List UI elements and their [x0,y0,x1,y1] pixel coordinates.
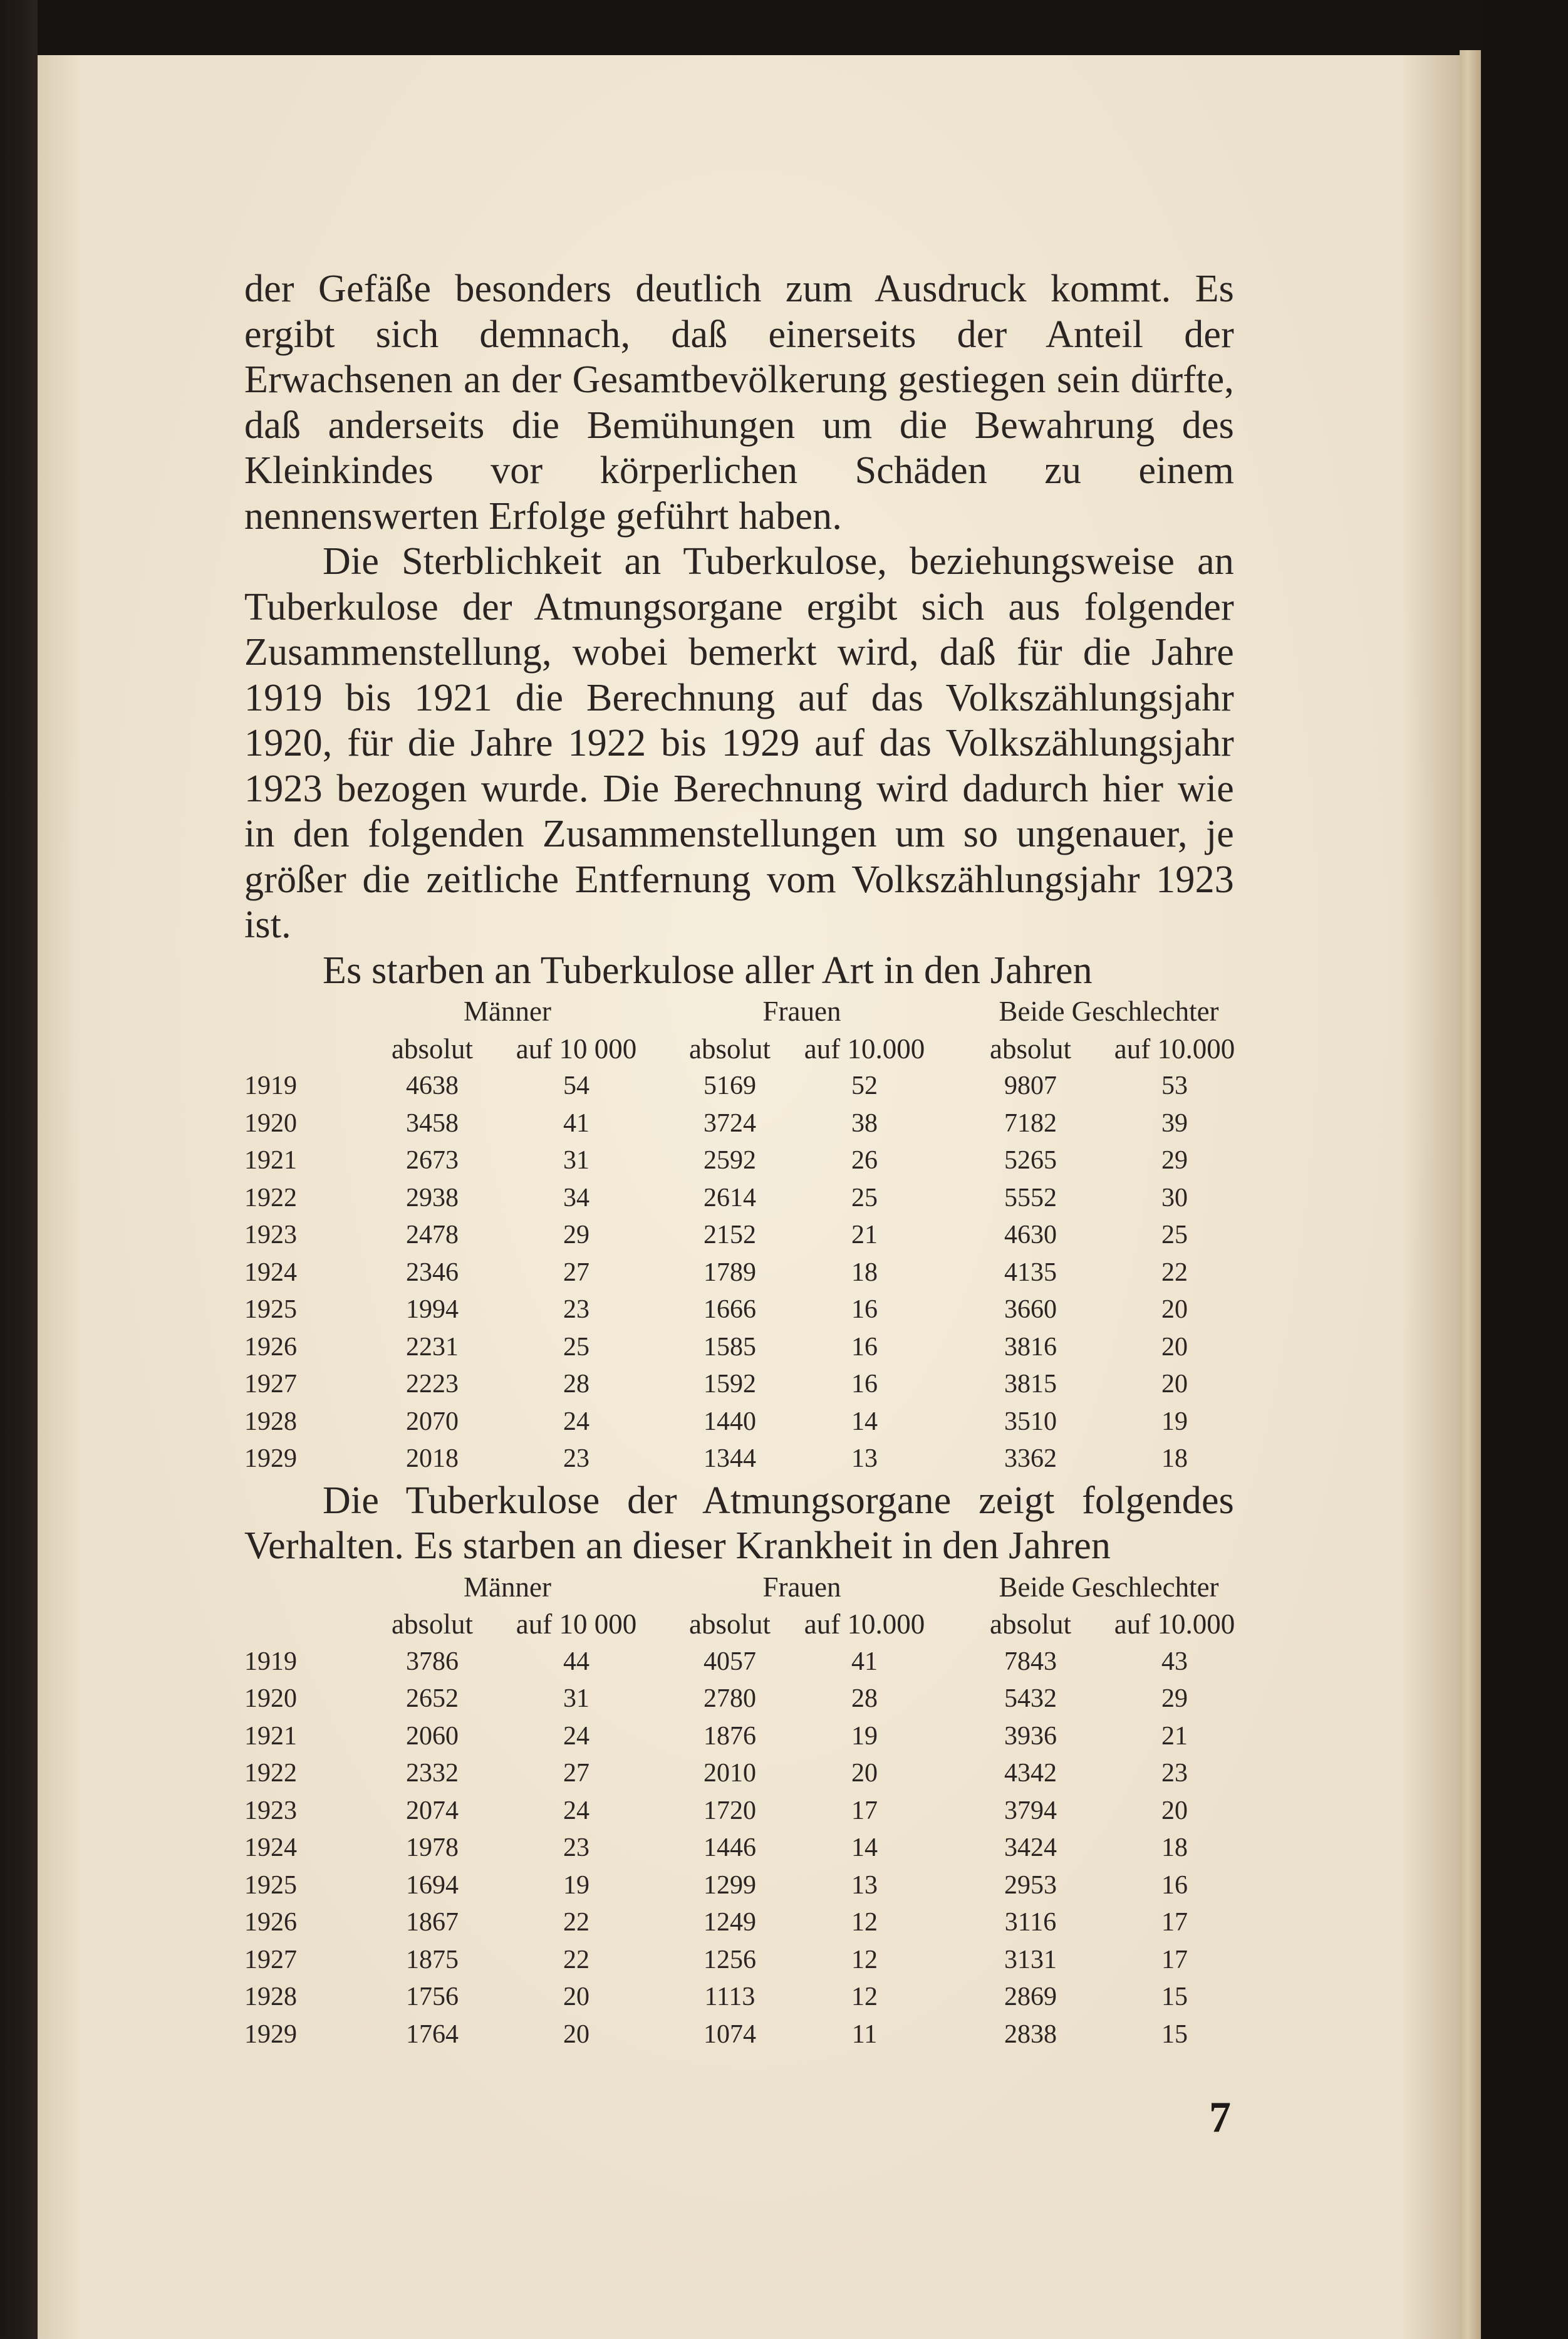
table-cell-m-abs: 1875 [406,1945,459,1974]
table-cell-f-abs: 1074 [704,2019,756,2049]
table-cell-f-abs: 1666 [704,1295,756,1324]
table-cell-f-rel: 16 [851,1295,878,1324]
page-content [244,266,1234,2053]
table-cell-m-abs: 2223 [406,1370,459,1399]
table-cell-year: 1928 [244,1982,297,2011]
table-cell-m-rel: 41 [563,1108,589,1138]
table-cell-f-abs: 3724 [704,1108,756,1138]
table-group-header [244,993,1234,1031]
table-row [244,2016,1234,2054]
sub-header: absolut [990,1033,1071,1065]
table-cell-f-rel: 38 [851,1108,878,1138]
table-cell-m-rel: 22 [563,1908,589,1937]
table-row [244,1867,1234,1905]
table-cell-f-rel: 16 [851,1370,878,1399]
sub-header: absolut [990,1608,1071,1640]
table-cell-f-rel: 12 [851,1982,878,2011]
table-cell-m-rel: 23 [563,1833,589,1862]
table-cell-b-rel: 17 [1161,1908,1188,1937]
table-cell-b-rel: 20 [1161,1332,1188,1362]
table-cell-b-rel: 29 [1161,1146,1188,1175]
table-cell-f-abs: 1592 [704,1370,756,1399]
table-cell-m-rel: 24 [563,1721,589,1751]
table-cell-m-rel: 23 [563,1444,589,1473]
table-cell-m-abs: 1994 [406,1295,459,1324]
table-cell-year: 1924 [244,1833,297,1862]
table-cell-f-rel: 26 [851,1146,878,1175]
table-cell-m-abs: 2332 [406,1759,459,1788]
table-cell-year: 1924 [244,1258,297,1287]
table-cell-f-abs: 2152 [704,1221,756,1249]
sub-header: auf 10.000 [1114,1608,1235,1640]
table-tuberculosis-respiratory [244,1569,1234,2054]
table-cell-year: 1921 [244,1146,297,1175]
table-cell-m-abs: 1867 [406,1908,459,1937]
table-cell-m-abs: 2060 [406,1721,459,1751]
table-cell-b-abs: 3936 [1004,1721,1057,1751]
table-cell-f-abs: 1876 [704,1721,756,1751]
table-cell-year: 1919 [244,1071,297,1100]
table-cell-b-abs: 3131 [1004,1945,1057,1974]
table-body [244,1068,1234,1478]
group-maenner: Männer [464,1571,551,1603]
table-cell-year: 1927 [244,1370,297,1399]
table-cell-m-rel: 31 [563,1684,589,1713]
table-cell-f-rel: 28 [851,1684,878,1713]
sub-header: auf 10.000 [804,1033,925,1065]
table-cell-year: 1929 [244,1444,297,1473]
table-cell-b-abs: 5552 [1004,1183,1057,1212]
table-cell-f-abs: 2780 [704,1684,756,1713]
table-cell-m-rel: 29 [563,1221,589,1249]
table-cell-b-abs: 2953 [1004,1870,1057,1900]
table-cell-year: 1928 [244,1407,297,1436]
table-cell-m-abs: 4638 [406,1071,459,1100]
table-cell-m-rel: 20 [563,1982,589,2011]
table-row [244,1217,1234,1254]
table-cell-b-rel: 17 [1161,1945,1188,1974]
table-cell-year: 1926 [244,1332,297,1362]
table-cell-f-abs: 1256 [704,1945,756,1974]
table-cell-m-rel: 27 [563,1759,589,1788]
table-row [244,1793,1234,1830]
table-cell-f-abs: 5169 [704,1071,756,1100]
table-cell-b-abs: 9807 [1004,1071,1057,1100]
table-cell-b-abs: 3816 [1004,1332,1057,1362]
table-cell-b-rel: 23 [1161,1759,1188,1788]
table-cell-m-rel: 28 [563,1370,589,1399]
table-cell-b-rel: 20 [1161,1370,1188,1399]
table-cell-f-abs: 2614 [704,1183,756,1212]
table-body [244,1644,1234,2054]
table-cell-f-rel: 25 [851,1183,878,1212]
table-cell-b-rel: 15 [1161,1982,1188,2011]
group-maenner: Männer [464,996,551,1027]
table-cell-f-rel: 14 [851,1833,878,1862]
table-cell-b-abs: 2869 [1004,1982,1057,2011]
sub-header: absolut [392,1033,473,1065]
table-row [244,1755,1234,1793]
table-row [244,1942,1234,1979]
table-row [244,1180,1234,1217]
table-cell-b-rel: 19 [1161,1407,1188,1436]
table-cell-m-abs: 1756 [406,1982,459,2011]
table-cell-m-abs: 2231 [406,1332,459,1362]
book-binding [0,0,38,2339]
table-row [244,1366,1234,1404]
table-cell-f-rel: 52 [851,1071,878,1100]
sub-header: auf 10.000 [1114,1033,1235,1065]
sub-header: auf 10.000 [804,1608,925,1640]
table-cell-year: 1927 [244,1945,297,1974]
table-cell-f-rel: 41 [851,1647,878,1676]
table-cell-m-abs: 1694 [406,1870,459,1900]
table-row [244,1068,1234,1105]
table-cell-b-rel: 29 [1161,1684,1188,1713]
table-cell-year: 1925 [244,1870,297,1900]
sub-header: absolut [689,1608,771,1640]
table-cell-f-rel: 20 [851,1759,878,1788]
table-cell-b-rel: 18 [1161,1833,1188,1862]
table-cell-f-rel: 16 [851,1332,878,1362]
table-cell-b-abs: 4630 [1004,1221,1057,1249]
table-cell-f-rel: 19 [851,1721,878,1751]
table-cell-year: 1923 [244,1221,297,1249]
table-cell-year: 1920 [244,1108,297,1138]
table-cell-m-rel: 44 [563,1647,589,1676]
table-cell-f-abs: 1249 [704,1908,756,1937]
sub-header: absolut [392,1608,473,1640]
table-cell-b-rel: 30 [1161,1183,1188,1212]
page-number: 7 [1209,2093,1231,2142]
table-cell-m-rel: 31 [563,1146,589,1175]
sub-header: auf 10 000 [516,1033,637,1065]
group-beide: Beide Geschlechter [999,996,1219,1027]
table-cell-m-rel: 34 [563,1183,589,1212]
page-edge [1460,50,1481,2339]
table-cell-m-rel: 27 [563,1258,589,1287]
table-cell-f-rel: 12 [851,1908,878,1937]
table-cell-f-abs: 1299 [704,1870,756,1900]
table-cell-m-abs: 3458 [406,1108,459,1138]
table-cell-b-abs: 3362 [1004,1444,1057,1473]
table-cell-b-rel: 53 [1161,1071,1188,1100]
table-row [244,1718,1234,1756]
table-cell-m-abs: 2673 [406,1146,459,1175]
group-frauen: Frauen [762,996,841,1027]
table-cell-m-rel: 54 [563,1071,589,1100]
table-cell-b-abs: 3510 [1004,1407,1057,1436]
sub-header: absolut [689,1033,771,1065]
table-row [244,1680,1234,1718]
table-cell-b-abs: 4342 [1004,1759,1057,1788]
table-cell-f-rel: 13 [851,1870,878,1900]
table-cell-year: 1922 [244,1183,297,1212]
table-cell-f-rel: 11 [851,2019,878,2049]
table-cell-year: 1926 [244,1908,297,1937]
table-row [244,1105,1234,1143]
table-cell-year: 1922 [244,1759,297,1788]
table-cell-m-rel: 19 [563,1870,589,1900]
table-row [244,1404,1234,1441]
table-cell-m-abs: 2938 [406,1183,459,1212]
table-cell-f-abs: 1440 [704,1407,756,1436]
table-cell-b-abs: 7843 [1004,1647,1057,1676]
table-row [244,1904,1234,1942]
table-cell-b-abs: 3815 [1004,1370,1057,1399]
table-cell-m-abs: 2074 [406,1796,459,1825]
table-row [244,1291,1234,1329]
table-cell-b-abs: 4135 [1004,1258,1057,1287]
table-row [244,1440,1234,1478]
table-cell-m-rel: 25 [563,1332,589,1362]
table-cell-f-abs: 1113 [704,1982,755,2011]
table-cell-b-abs: 3424 [1004,1833,1057,1862]
table-cell-f-abs: 1446 [704,1833,756,1862]
table-cell-b-abs: 5265 [1004,1146,1057,1175]
table-cell-m-abs: 1978 [406,1833,459,1862]
paragraph-1: der Gefäße besonders deutlich zum Ausdruck kommt. Es ergibt sich demnach, daß einerseits der Anteil der Erwachsenen an der Gesamtbevölkerung gestiegen sein dürfte, daß anderseits die Bemühungen um die Bewahrung des Kleinkindes vor körperlichen Schäden zu einem nennenswerten Erfolge geführt haben. [244,268,1234,538]
table-cell-f-abs: 1720 [704,1796,756,1825]
table-cell-f-abs: 1789 [704,1258,756,1287]
table-cell-b-abs: 3660 [1004,1295,1057,1324]
table-cell-f-abs: 2010 [704,1759,756,1788]
table-row [244,1254,1234,1292]
table-cell-year: 1921 [244,1721,297,1751]
table-cell-b-rel: 15 [1161,2019,1188,2049]
paragraph-2: Die Sterblichkeit an Tuberkulose, beziehungsweise an Tuberkulose der Atmungsorgane ergibt sich aus folgender Zusammenstellung, wobei bemerkt wird, daß für die Jahre 1919 bis 1921 die Berechnung auf das Volkszählungsjahr 1920, für die Jahre 1922 bis 1929 auf das Volkszählungsjahr 1923 bezogen wurde. Die Berechnung wird dadurch hier wie in den folgenden Zusammenstellungen um so ungenauer, je größer die zeitliche Entfernung vom Volkszählungsjahr 1923 ist. [244,540,1234,946]
table-cell-f-rel: 14 [851,1407,878,1436]
table-sub-header [244,1031,1234,1068]
table-cell-year: 1923 [244,1796,297,1825]
table-cell-f-abs: 2592 [704,1146,756,1175]
table-cell-b-abs: 7182 [1004,1108,1057,1138]
table-cell-m-abs: 2070 [406,1407,459,1436]
group-frauen: Frauen [762,1571,841,1603]
table-cell-m-abs: 1764 [406,2019,459,2049]
table-cell-b-rel: 16 [1161,1870,1188,1900]
table-cell-b-rel: 20 [1161,1796,1188,1825]
table-cell-f-rel: 18 [851,1258,878,1287]
table-cell-b-rel: 21 [1161,1721,1188,1751]
table-cell-year: 1919 [244,1647,297,1676]
table-cell-f-rel: 17 [851,1796,878,1825]
table-cell-f-rel: 21 [851,1221,878,1249]
table-cell-m-abs: 2346 [406,1258,459,1287]
table-cell-m-rel: 23 [563,1295,589,1324]
table-cell-m-rel: 20 [563,2019,589,2049]
table-cell-year: 1925 [244,1295,297,1324]
table-cell-f-abs: 1344 [704,1444,756,1473]
background-right [1481,0,1568,2339]
table-row [244,1329,1234,1367]
table-cell-m-abs: 2478 [406,1221,459,1249]
table-cell-f-rel: 12 [851,1945,878,1974]
background-top [38,0,1481,55]
group-beide: Beide Geschlechter [999,1571,1219,1603]
table-row [244,1644,1234,1681]
table-cell-b-rel: 43 [1161,1647,1188,1676]
table-cell-m-rel: 24 [563,1407,589,1436]
sub-header: auf 10 000 [516,1608,637,1640]
table-cell-m-abs: 3786 [406,1647,459,1676]
table-row [244,1142,1234,1180]
table-sub-header [244,1606,1234,1644]
table-cell-b-abs: 3794 [1004,1796,1057,1825]
table-cell-year: 1920 [244,1684,297,1713]
table-cell-f-rel: 13 [851,1444,878,1473]
table-cell-f-abs: 4057 [704,1647,756,1676]
table-cell-b-abs: 3116 [1004,1908,1057,1937]
paragraph-4: Die Tuberkulose der Atmungsorgane zeigt folgendes Verhalten. Es starben an dieser Krankheit in den Jahren [244,1479,1234,1567]
paragraph-3: Es starben an Tuberkulose aller Art in den Jahren [323,949,1093,992]
table-row [244,1979,1234,2016]
table-cell-b-rel: 39 [1161,1108,1188,1138]
table-cell-b-rel: 20 [1161,1295,1188,1324]
table-group-header [244,1569,1234,1607]
table-cell-b-abs: 2838 [1004,2019,1057,2049]
table-cell-b-rel: 18 [1161,1444,1188,1473]
table-cell-m-rel: 24 [563,1796,589,1825]
table-cell-b-rel: 25 [1161,1221,1188,1249]
table-cell-b-rel: 22 [1161,1258,1188,1287]
table-cell-m-rel: 22 [563,1945,589,1974]
table-row [244,1830,1234,1867]
table-tuberculosis-all [244,993,1234,1478]
table-cell-year: 1929 [244,2019,297,2049]
table-cell-b-abs: 5432 [1004,1684,1057,1713]
table-cell-m-abs: 2652 [406,1684,459,1713]
table-cell-m-abs: 2018 [406,1444,459,1473]
table-cell-f-abs: 1585 [704,1332,756,1362]
